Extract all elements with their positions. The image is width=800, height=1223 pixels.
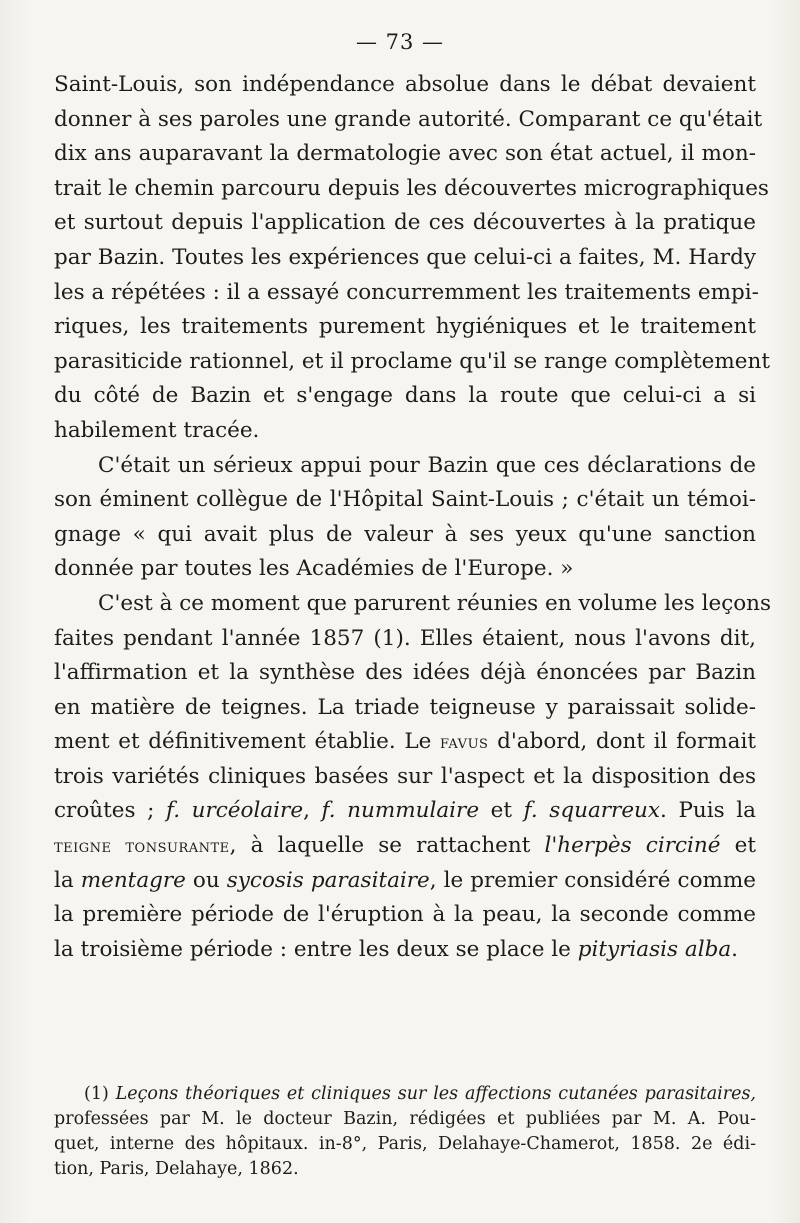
text-line [54,794,756,829]
italic-term: l'herpès circiné [544,833,721,859]
italic-term: f. squarreux [523,798,661,824]
text-line: du côté de Bazin et s'engage dans la route que celui-ci a si [54,383,756,409]
italic-term: pityriasis alba [577,936,732,962]
footnote-marker: (1) [84,1084,116,1104]
text-run: et [720,833,756,859]
text-line: Saint-Louis, son indépendance absolue dans le débat devaient [54,72,756,97]
italic-term: f. nummulaire [321,798,480,824]
footnote [54,1082,756,1182]
text-run: , à laquelle se rattachent [229,833,545,859]
footnote-line [54,1082,756,1107]
text-line: l'affirmation et la synthèse des idées déjà énoncées par Bazin [54,660,756,686]
text-line: trait le chemin parcouru depuis les découvertes micrographiques [54,175,769,201]
footnote-line: tion, Paris, Delahaye, 1862. [54,1159,299,1179]
footnote-line: quet, interne des hôpitaux. in-8°, Paris, Delahaye-Chamerot, 1858. 2e édi- [54,1134,756,1154]
small-caps-term: favus [440,731,489,754]
text-run: , le premier considéré comme [429,867,757,893]
footnote-line: professées par M. le docteur Bazin, rédigées et publiées par M. A. Pou- [54,1109,756,1129]
text-run: et [479,798,524,824]
text-line: donner à ses paroles une grande autorité. Comparant ce qu'était [54,106,763,132]
text-line: les a répétées : il a essayé concurremment les traitements empi- [54,279,759,305]
text-run: la troisième période : entre les deux se place le [54,936,578,962]
text-line: en matière de teignes. La triade teigneuse y paraissait solide- [54,694,756,720]
text-run: d'abord, dont il formait [488,729,756,755]
paragraph-1 [54,68,770,449]
text-line [54,933,756,968]
text-line: par Bazin. Toutes les expériences que celui-ci a faites, M. Hardy [54,244,756,270]
text-line: son éminent collègue de l'Hôpital Saint-Louis ; c'était un témoi- [54,487,756,513]
text-line: trois variétés cliniques basées sur l'aspect et la disposition des [54,763,756,789]
text-line: C'était un sérieux appui pour Bazin que ces déclarations de [98,452,756,478]
text-run: , [303,798,322,824]
text-line [54,829,756,864]
text-line [54,725,756,760]
text-line: parasiticide rationnel, et il proclame qu'il se range complètement [54,348,770,374]
small-caps-term: teigne tonsurante [54,835,230,858]
text-line: dix ans auparavant la dermatologie avec son état actuel, il mon- [54,141,756,167]
text-run: croûtes ; [54,798,166,824]
text-line: et surtout depuis l'application de ces découvertes à la pratique [54,210,756,236]
text-line: gnage « qui avait plus de valeur à ses yeux qu'une sanction [54,521,756,547]
text-run: ou [185,867,227,893]
italic-term: mentagre [80,867,186,893]
paragraph-3 [54,587,772,968]
text-run: . Puis la [660,798,757,824]
page-number: — 73 — [355,30,445,54]
text-run: ment et définitivement établie. Le [54,729,441,755]
text-line [54,864,756,899]
text-line: C'est à ce moment que parurent réunies en volume les leçons [98,590,772,616]
text-run: la [54,867,81,893]
text-line: faites pendant l'année 1857 (1). Elles étaient, nous l'avons dit, [54,625,756,651]
footnote-title: Leçons théoriques et cliniques sur les affections cutanées parasitaires, [115,1084,756,1104]
text-line: riques, les traitements purement hygiéniques et le traitement [54,314,756,340]
text-line: la première période de l'éruption à la peau, la seconde comme [54,902,756,928]
paragraph-2 [54,449,756,587]
text-line: donnée par toutes les Académies de l'Europe. » [54,556,574,582]
italic-term: sycosis parasitaire [226,867,430,893]
text-line: habilement tracée. [54,417,260,443]
italic-term: f. urcéolaire [166,798,304,824]
body-text [54,68,772,967]
text-run: . [731,936,739,962]
